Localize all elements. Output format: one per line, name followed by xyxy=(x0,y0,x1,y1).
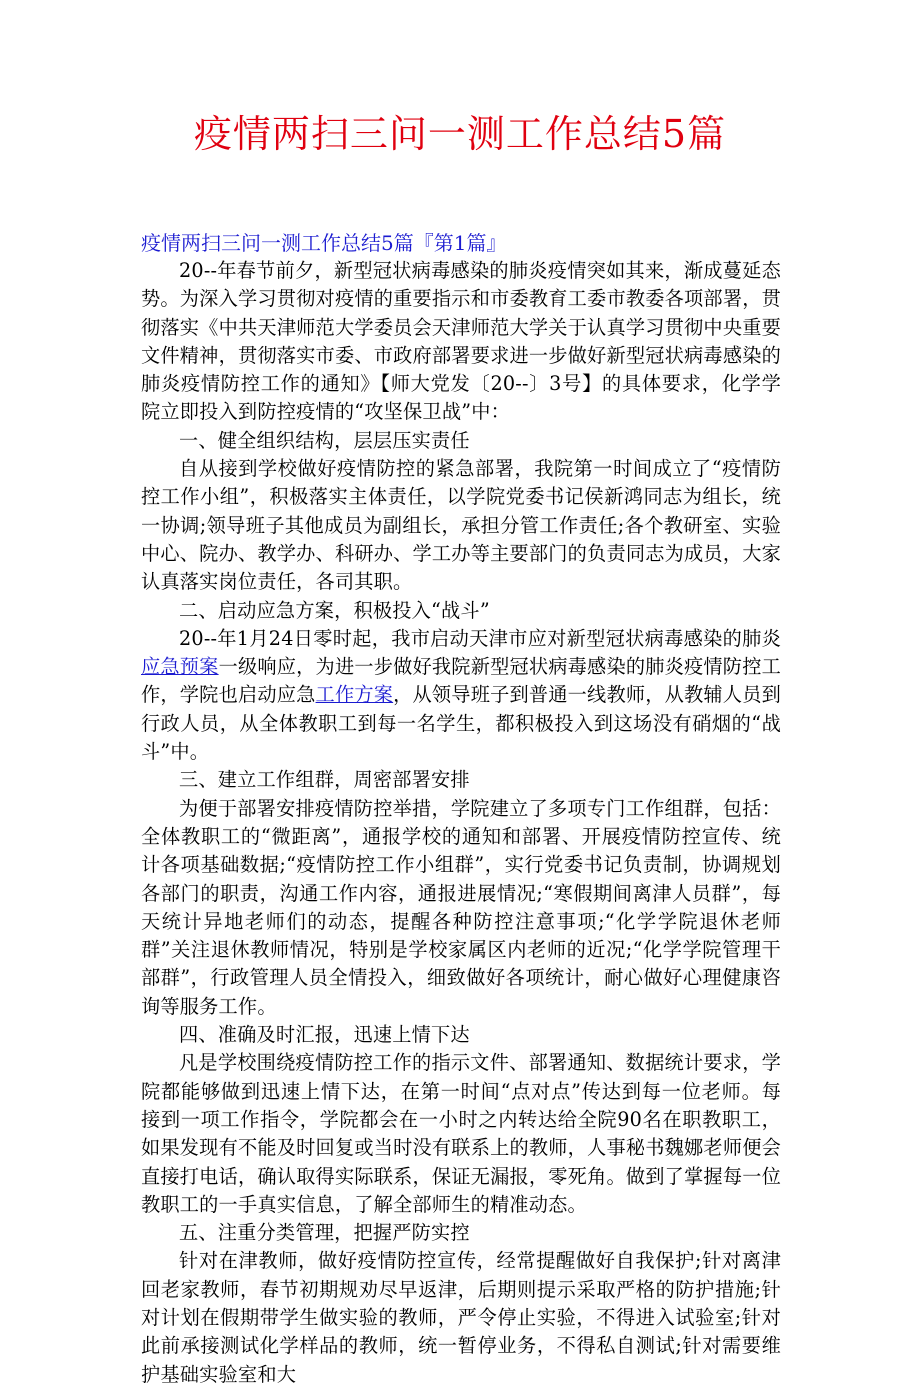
paragraph-2-text-b: 一级响应，为进一步做好我院新型冠状病毒感染的肺炎疫情防控工作，学院也启动应急 xyxy=(141,655,781,707)
subheading-1: 一、健全组织结构，层层压实责任 xyxy=(179,428,470,452)
paragraph-2-text-c: ，从领导班子到普通一线教师，从教辅人员到行政人员，从全体教职工到每一名学生，都积极投入到这场没有硝烟的“战斗”中。 xyxy=(141,683,781,764)
paragraph-3: 为便于部署安排疫情防控举措，学院建立了多项专门工作组群，包括：全体教职工的“微距离”，通报学校的通知和部署、开展疫情防控宣传、统计各项基础数据;“疫情防控工作小组群”，实行党委书记负责制，协调规划各部门的职责，沟通工作内容，通报进展情况;“寒假期间离津人员群”，每天统计异地老师们的动态，提醒各种防控注意事项;“化学学院退休老师群”关注退休教师情况，特别是学校家属区内老师的近况;“化学学院管理干部群”，行政管理人员全情投入，细致做好各项统计，耐心做好心理健康咨询等服务工作。 xyxy=(141,796,781,1018)
subheading-5: 五、注重分类管理，把握严防实控 xyxy=(179,1221,470,1245)
paragraph-2 xyxy=(141,625,781,766)
article-body xyxy=(141,257,781,1389)
subheading-3: 三、建立工作组群，周密部署安排 xyxy=(179,768,470,792)
section-heading: 疫情两扫三问一测工作总结5篇『第1篇』 xyxy=(141,231,507,255)
paragraph-intro: 20--年春节前夕，新型冠状病毒感染的肺炎疫情突如其来，渐成蔓延态势。为深入学习贯彻对疫情的重要指示和市委教育工委市教委各项部署，贯彻落实《中共天津师范大学委员会天津师范大学关于认真学习贯彻中央重要文件精神，贯彻落实市委、市政府部署要求进一步做好新型冠状病毒感染的肺炎疫情防控工作的通知》【师大党发〔20--〕3号】的具体要求，化学学院立即投入到防控疫情的“攻坚保卫战”中： xyxy=(141,259,781,424)
document-title: 疫情两扫三问一测工作总结5篇 xyxy=(193,112,727,156)
emergency-plan-link[interactable]: 应急预案 xyxy=(141,655,219,679)
subheading-4: 四、准确及时汇报，迅速上情下达 xyxy=(179,1023,470,1047)
work-plan-link[interactable]: 工作方案 xyxy=(315,683,394,707)
paragraph-4: 凡是学校围绕疫情防控工作的指示文件、部署通知、数据统计要求，学院都能够做到迅速上情下达，在第一时间“点对点”传达到每一位老师。每接到一项工作指令，学院都会在一小时之内转达给全院90名在职教职工，如果发现有不能及时回复或当时没有联系上的教师，人事秘书魏娜老师便会直接打电话，确认取得实际联系，保证无漏报，零死角。做到了掌握每一位教职工的一手真实信息，了解全部师生的精准动态。 xyxy=(141,1051,781,1216)
subheading-2: 二、启动应急方案，积极投入“战斗” xyxy=(179,598,490,622)
paragraph-2-text-a: 20--年1月24日零时起，我市启动天津市应对新型冠状病毒感染的肺炎 xyxy=(179,626,781,650)
paragraph-1: 自从接到学校做好疫情防控的紧急部署，我院第一时间成立了“疫情防控工作小组”，积极落实主体责任，以学院党委书记侯新鸿同志为组长，统一协调;领导班子其他成员为副组长，承担分管工作责任;各个教研室、实验中心、院办、教学办、科研办、学工办等主要部门的负责同志为成员，大家认真落实岗位责任，各司其职。 xyxy=(141,457,781,594)
paragraph-5: 针对在津教师，做好疫情防控宣传，经常提醒做好自我保护;针对离津回老家教师，春节初期规劝尽早返津，后期则提示采取严格的防护措施;针对计划在假期带学生做实验的教师，严令停止实验，不得进入试验室;针对此前承接测试化学样品的教师，统一暂停业务，不得私自测试;针对需要维护基础实验室和大 xyxy=(141,1249,781,1386)
